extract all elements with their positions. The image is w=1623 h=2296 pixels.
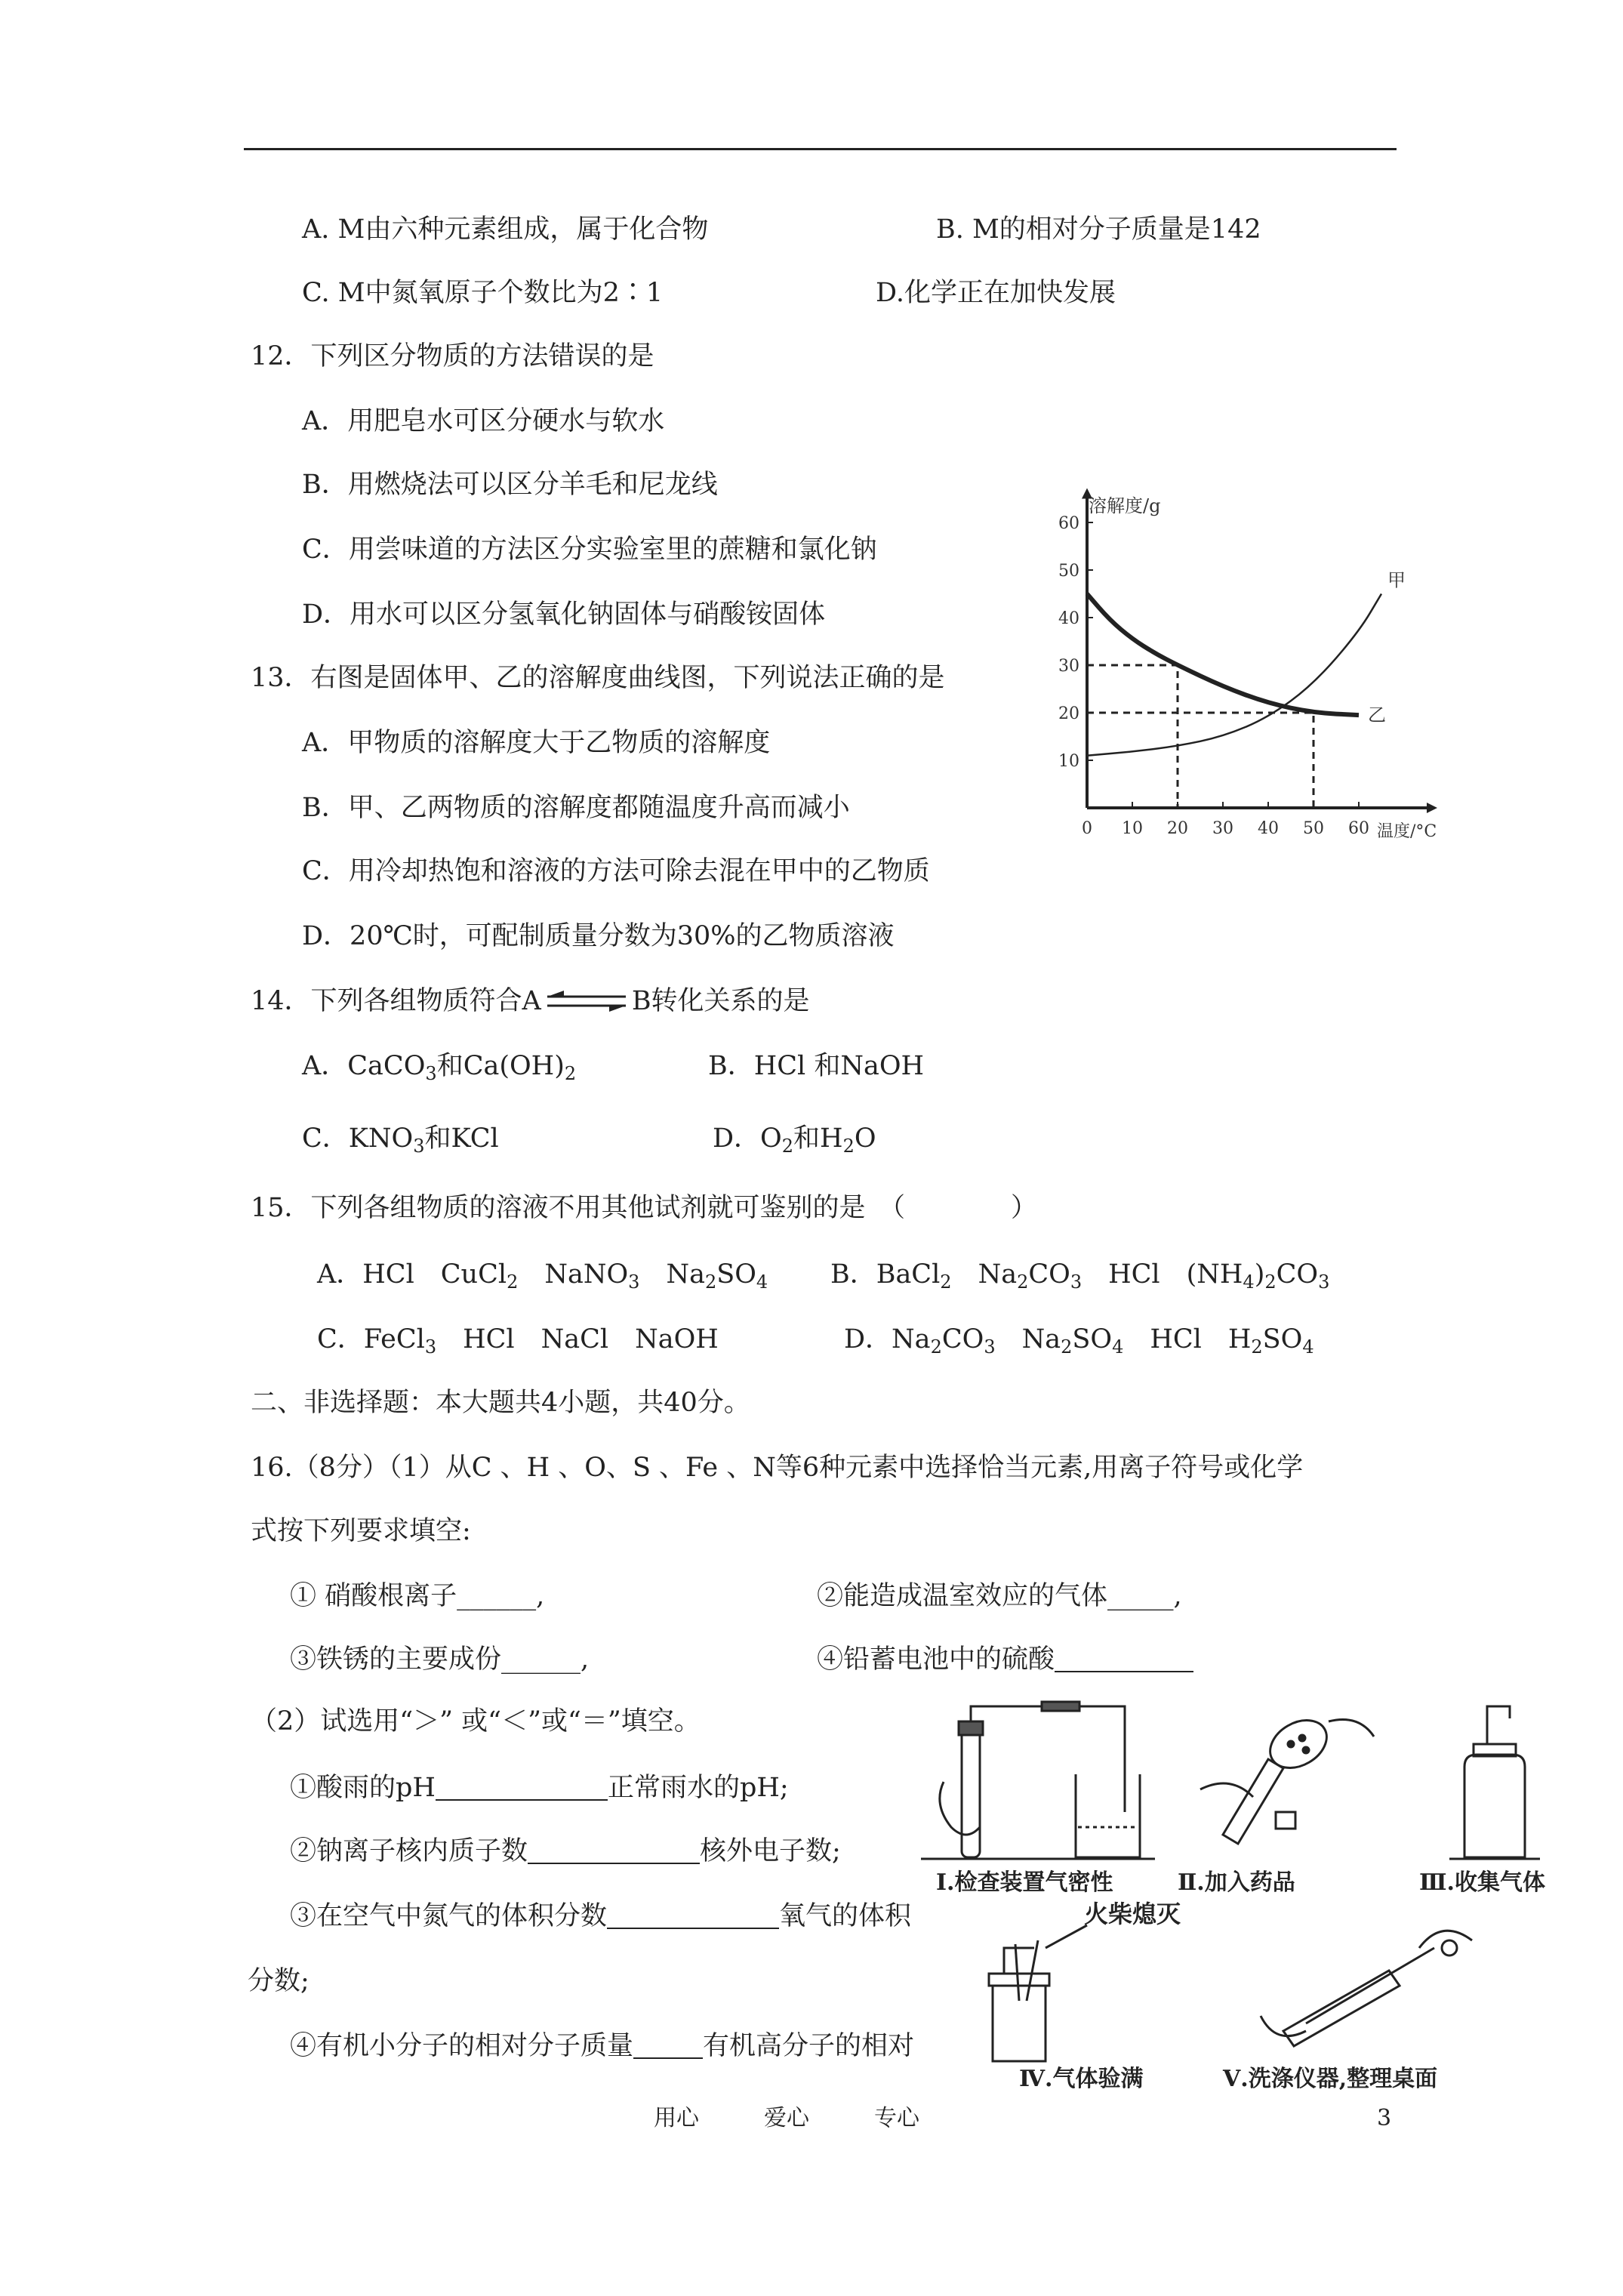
- q15-option-b: B．BaCl$_2$ $Na_2CO_3$ HCl $(NH_4)_2CO_3$: [830, 1259, 1330, 1293]
- gas-bottle-illustration: [1449, 1706, 1540, 1859]
- q13-option-d: D．20℃时，可配制质量分数为30%的乙物质溶液: [302, 921, 895, 951]
- blank-nitrogen[interactable]: [607, 1902, 779, 1929]
- q12-stem: 12．下列区分物质的方法错误的是: [251, 341, 654, 371]
- y-tick-label: 30: [1058, 657, 1079, 676]
- chart-guide-line: [1087, 713, 1313, 808]
- q16-item-2: ②能造成温室效应的气体_____,: [817, 1581, 1182, 1611]
- chart-xlabel: 温度/°C: [1377, 822, 1437, 841]
- series-label-yi: 乙: [1368, 704, 1386, 726]
- y-tick-label: 20: [1058, 704, 1079, 723]
- x-tick-label: 60: [1348, 819, 1369, 838]
- q12-option-a: A．用肥皂水可区分硬水与软水: [302, 406, 665, 436]
- q14-option-a: A．CaCO$_3$和$Ca(OH)_2$: [302, 1051, 577, 1084]
- y-tick-label: 40: [1058, 609, 1079, 628]
- lab-caption-1: Ⅰ.检查装置气密性: [936, 1869, 1113, 1896]
- q14-option-b: B．HCl 和NaOH: [708, 1051, 925, 1081]
- q14-stem: [251, 985, 810, 1018]
- q11-option-d: D.化学正在加快发展: [876, 278, 1116, 308]
- q14-stem-post: B转化关系的是: [631, 986, 810, 1016]
- x-tick-label: 0: [1082, 819, 1092, 838]
- q13-option-b: B．甲、乙两物质的溶解度都随温度升高而减小: [302, 793, 850, 823]
- q11-option-c: C. M中氮氧原子个数比为2∶1: [302, 278, 664, 308]
- q12-option-d: D．用水可以区分氢氧化钠固体与硝酸铵固体: [302, 599, 826, 630]
- lab-caption-5: Ⅴ.洗涤仪器,整理桌面: [1223, 2066, 1438, 2092]
- q15-option-d: D．$Na_2CO_3$ $Na_2SO_4$ HCl $H_2SO_4$: [844, 1324, 1314, 1358]
- q12-option-c: C．用尝味道的方法区分实验室里的蔗糖和氯化钠: [302, 535, 877, 565]
- q16-compare-2: ②钠离子核内质子数 核外电子数;: [290, 1836, 841, 1866]
- section-2-heading: 二、非选择题：本大题共4小题，共40分。: [251, 1388, 750, 1418]
- lab-caption-2: Ⅱ.加入药品: [1178, 1869, 1295, 1896]
- wash-apparatus-illustration: [1261, 1931, 1472, 2046]
- x-tick-label: 20: [1167, 819, 1188, 838]
- series-label-jia: 甲: [1387, 569, 1406, 591]
- y-tick-label: 60: [1058, 514, 1079, 533]
- q13-option-c: C．用冷却热饱和溶液的方法可除去混在甲中的乙物质: [302, 856, 930, 886]
- q16-line2: 式按下列要求填空:: [251, 1516, 471, 1546]
- q16-item-1: ① 硝酸根离子______,: [290, 1581, 545, 1611]
- footer-left: 用心: [654, 2105, 699, 2131]
- q16-part2: （2）试选用“＞” 或“＜”或“＝”填空。: [251, 1706, 701, 1737]
- footer-mid: 爱心: [764, 2105, 809, 2131]
- q14-option-d: D．$O_2$和$H_2O$: [713, 1123, 876, 1157]
- chart-x-arrow: [1427, 803, 1437, 813]
- add-reagent-illustration: [1200, 1711, 1374, 1844]
- page-number: 3: [1377, 2105, 1392, 2131]
- blank-proton[interactable]: [528, 1837, 700, 1864]
- reversible-arrow-icon: [541, 990, 632, 1012]
- q13-option-a: A．甲物质的溶解度大于乙物质的溶解度: [302, 728, 771, 758]
- q12-option-b: B．用燃烧法可以区分羊毛和尼龙线: [302, 470, 718, 500]
- q16-compare-3: ③在空气中氮气的体积分数 氧气的体积: [290, 1901, 912, 1931]
- blank-molecule[interactable]: [633, 2032, 703, 2059]
- x-tick-label: 50: [1303, 819, 1324, 838]
- blank-ph[interactable]: [436, 1774, 608, 1801]
- q16-compare-4: ④有机小分子的相对分子质量 有机高分子的相对: [290, 2031, 915, 2061]
- chart-ylabel: 溶解度/g: [1089, 495, 1161, 516]
- q16-compare-1: ①酸雨的pH 正常雨水的pH;: [290, 1773, 789, 1803]
- series-line-yi: [1087, 594, 1359, 716]
- q15-stem: 15．下列各组物质的溶液不用其他试剂就可鉴别的是 （ ）: [251, 1193, 1038, 1223]
- solubility-chart: [1042, 468, 1464, 861]
- x-tick-label: 40: [1258, 819, 1279, 838]
- header-rule: [244, 148, 1397, 150]
- lab-caption-3: Ⅲ.收集气体: [1419, 1869, 1545, 1896]
- airtight-check-illustration: [921, 1702, 1155, 1859]
- footer-right: 专心: [874, 2105, 919, 2131]
- gas-test-illustration: [989, 1925, 1087, 2061]
- q11-option-b: B. M的相对分子质量是142: [936, 214, 1261, 245]
- blank-sulfuric-acid[interactable]: [1055, 1645, 1193, 1672]
- x-tick-label: 30: [1212, 819, 1233, 838]
- q16-item-4: ④铅蓄电池中的硫酸: [817, 1643, 1193, 1676]
- lab-caption-4: Ⅳ.气体验满: [1019, 2066, 1144, 2092]
- q14-option-c: C．$KNO_3$和KCl: [302, 1123, 499, 1157]
- q11-option-a: A. M由六种元素组成，属于化合物: [302, 214, 709, 245]
- q16-compare-3-cont: 分数;: [248, 1966, 310, 1996]
- q14-stem-pre: 14．下列各组物质符合A: [251, 986, 541, 1016]
- q15-option-a: A．HCl CuCl$_2$ NaNO$_3$ $Na_2SO_4$: [317, 1259, 768, 1293]
- label-match-out: 火柴熄灭: [1084, 1900, 1181, 1928]
- y-tick-label: 50: [1058, 562, 1079, 581]
- q16-line1: 16.（8分）（1）从C 、H 、O、S 、Fe 、N等6种元素中选择恰当元素,用离子符号或化学: [251, 1453, 1304, 1483]
- chart-guide-line: [1087, 665, 1178, 808]
- q16-item-3: ③铁锈的主要成份______,: [290, 1644, 590, 1675]
- x-tick-label: 10: [1122, 819, 1143, 838]
- q15-option-c: C．FeCl$_3$ HCl NaCl NaOH: [317, 1324, 719, 1358]
- series-line-jia: [1087, 594, 1381, 756]
- q13-stem: 13．右图是固体甲、乙的溶解度曲线图，下列说法正确的是: [251, 663, 945, 693]
- y-tick-label: 10: [1058, 752, 1079, 771]
